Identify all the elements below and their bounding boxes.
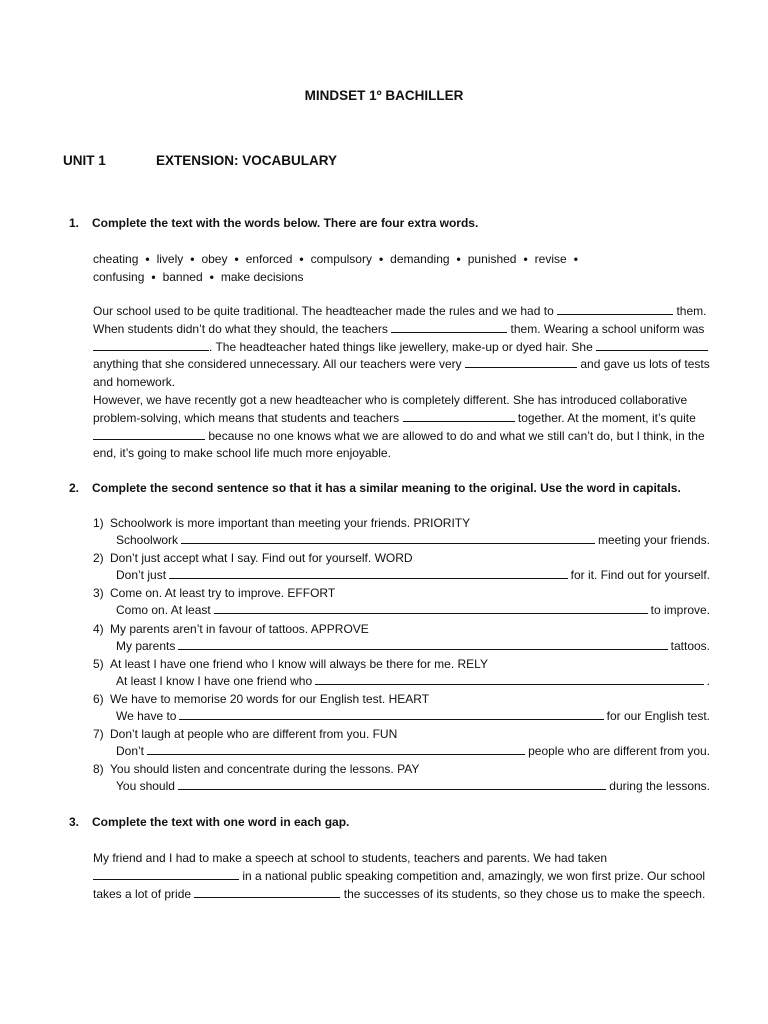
q2-answer-2 [116,568,710,582]
text-segment: because no one knows what we are allowed to do and what we still can’t do, but I think, in the end, it’s going to make school life much more enjoyable. [93,428,705,461]
page-title: MINDSET 1º BACHILLER [304,88,464,103]
word-item: lively [156,252,184,266]
question-1-instruction: Complete the text with the words below. There are four extra words. [92,216,479,230]
q2-item-2 [93,551,713,565]
q2-item-5 [93,657,713,671]
q2-item-8 [93,762,713,776]
word-item: banned [162,270,203,285]
question-3-number: 3. [69,815,80,829]
answer-gap[interactable] [194,886,340,898]
answer-end: for it. Find out for yourself. [570,568,710,582]
q3-text-paragraph [93,850,713,903]
q2-answer-4 [116,639,710,653]
extension-label: EXTENSION: VOCABULARY [156,153,338,168]
bullet: • [234,252,239,266]
text-segment: them. Wearing a school uniform was [510,321,705,336]
question-2-heading [69,481,681,495]
answer-line[interactable] [214,612,648,614]
answer-line[interactable] [178,648,667,650]
answer-line[interactable] [315,683,704,685]
text-segment: Our school used to be quite traditional. The headteacher made the rules and we had to [93,304,554,318]
item-sentence: At least I have one friend who I know will always be there for me. RELY [110,657,488,671]
item-number: 6) [93,692,104,706]
q2-answer-8 [116,779,710,793]
question-1-heading [69,216,478,230]
question-3-heading [69,815,349,829]
q2-item-4 [93,622,713,636]
word-row-1 [93,250,703,268]
item-number: 3) [93,586,104,600]
word-item: punished [467,252,517,266]
answer-gap[interactable] [93,868,239,880]
text-segment: However, we have recently got a new headteacher who is completely different. She has introduced collaborative problem-solving, which means that students and teachers [93,393,688,425]
answer-gap[interactable] [93,428,205,440]
item-sentence: Don’t just accept what I say. Find out for yourself. WORD [110,551,413,565]
answer-start: My parents [116,639,176,653]
unit-heading [63,153,338,168]
item-number: 5) [93,657,104,671]
answer-end: for our English test. [606,709,710,723]
q2-answer-3 [116,603,710,617]
answer-line[interactable] [178,788,606,790]
q2-answer-1 [116,533,710,547]
answer-line[interactable] [181,542,595,544]
bullet: • [190,252,195,266]
answer-gap[interactable] [596,339,708,351]
q2-item-6 [93,692,713,706]
answer-gap[interactable] [557,303,673,315]
bullet: • [573,252,578,266]
answer-line[interactable] [169,577,568,579]
q2-answer-6 [116,709,710,723]
q2-item-7 [93,727,713,741]
word-row-2 [93,268,703,286]
answer-end: people who are different from you. [528,744,710,758]
word-item: demanding [390,252,450,266]
bullet: • [456,252,461,266]
answer-start: Don’t [116,744,145,758]
item-number: 7) [93,727,104,741]
word-item: cheating [93,252,139,266]
answer-start: You should [116,779,175,793]
item-sentence: My parents aren’t in favour of tattoos. APPROVE [110,622,369,636]
q2-item-1 [93,516,713,530]
question-2-instruction: Complete the second sentence so that it has a similar meaning to the original. Use the word in capitals. [92,481,681,495]
item-sentence: Come on. At least try to improve. EFFORT [110,586,336,600]
bullet: • [299,252,304,266]
text-segment: . The headteacher hated things like jewellery, make-up or dyed hair. She [209,339,593,354]
bullet: • [378,252,384,266]
question-3-instruction: Complete the text with one word in each gap. [92,815,350,829]
answer-gap[interactable] [93,339,209,351]
answer-line[interactable] [179,718,603,720]
word-item: enforced [245,252,293,266]
item-number: 8) [93,762,104,776]
bullet: • [151,270,156,285]
text-segment: anything that she considered unnecessary. All our teachers were very [93,357,462,372]
question-2-number: 2. [69,481,80,495]
q2-answer-7 [116,744,710,758]
bullet: • [209,270,214,285]
answer-end: during the lessons. [609,779,710,793]
answer-end: . [706,674,710,688]
answer-end: to improve. [650,603,710,617]
word-item: compulsory [310,252,372,266]
answer-end: meeting your friends. [597,533,710,547]
answer-start: Como on. At least [116,603,211,617]
answer-start: We have to [116,709,177,723]
item-sentence: Schoolwork is more important than meeting your friends. PRIORITY [110,516,471,530]
item-sentence: You should listen and concentrate during the lessons. PAY [110,762,420,776]
answer-start: Don’t just [116,568,167,582]
word-box [93,250,703,286]
item-number: 1) [93,516,104,530]
q1-text-paragraph-2 [93,392,713,463]
bullet: • [523,252,528,266]
text-segment: together. At the moment, it’s quite [517,410,696,425]
text-segment: in a national public speaking competition and, amazingly, we won first prize. Our school takes a lot of pride [93,868,706,901]
word-item: make decisions [220,270,304,285]
q2-item-3 [93,586,713,600]
item-sentence: Don’t laugh at people who are different from you. FUN [110,727,398,741]
answer-start: Schoolwork [116,533,179,547]
answer-gap[interactable] [465,356,577,368]
answer-start: At least I know I have one friend who [116,674,313,688]
q2-answer-5 [116,674,710,688]
word-item: obey [201,252,228,266]
answer-line[interactable] [147,753,525,755]
word-item: confusing [93,270,145,285]
item-sentence: We have to memorise 20 words for our English test. HEART [110,692,430,706]
item-number: 4) [93,622,104,636]
unit-label: UNIT 1 [63,153,106,168]
word-item: revise [534,252,567,266]
item-number: 2) [93,551,104,565]
answer-gap[interactable] [403,410,515,422]
text-segment: the successes of its students, so they chose us to make the speech. [343,886,706,901]
text-segment: My friend and I had to make a speech at school to students, teachers and parents. We had taken [93,851,608,865]
bullet: • [145,252,150,266]
answer-gap[interactable] [391,321,507,333]
q1-text-paragraph-1 [93,303,713,392]
text-segment: them. When students didn’t do what they should, the teachers [93,304,707,336]
answer-end: tattoos. [670,639,710,653]
question-1-number: 1. [69,216,80,230]
text-segment: and gave us lots of tests and homework. [93,357,710,390]
